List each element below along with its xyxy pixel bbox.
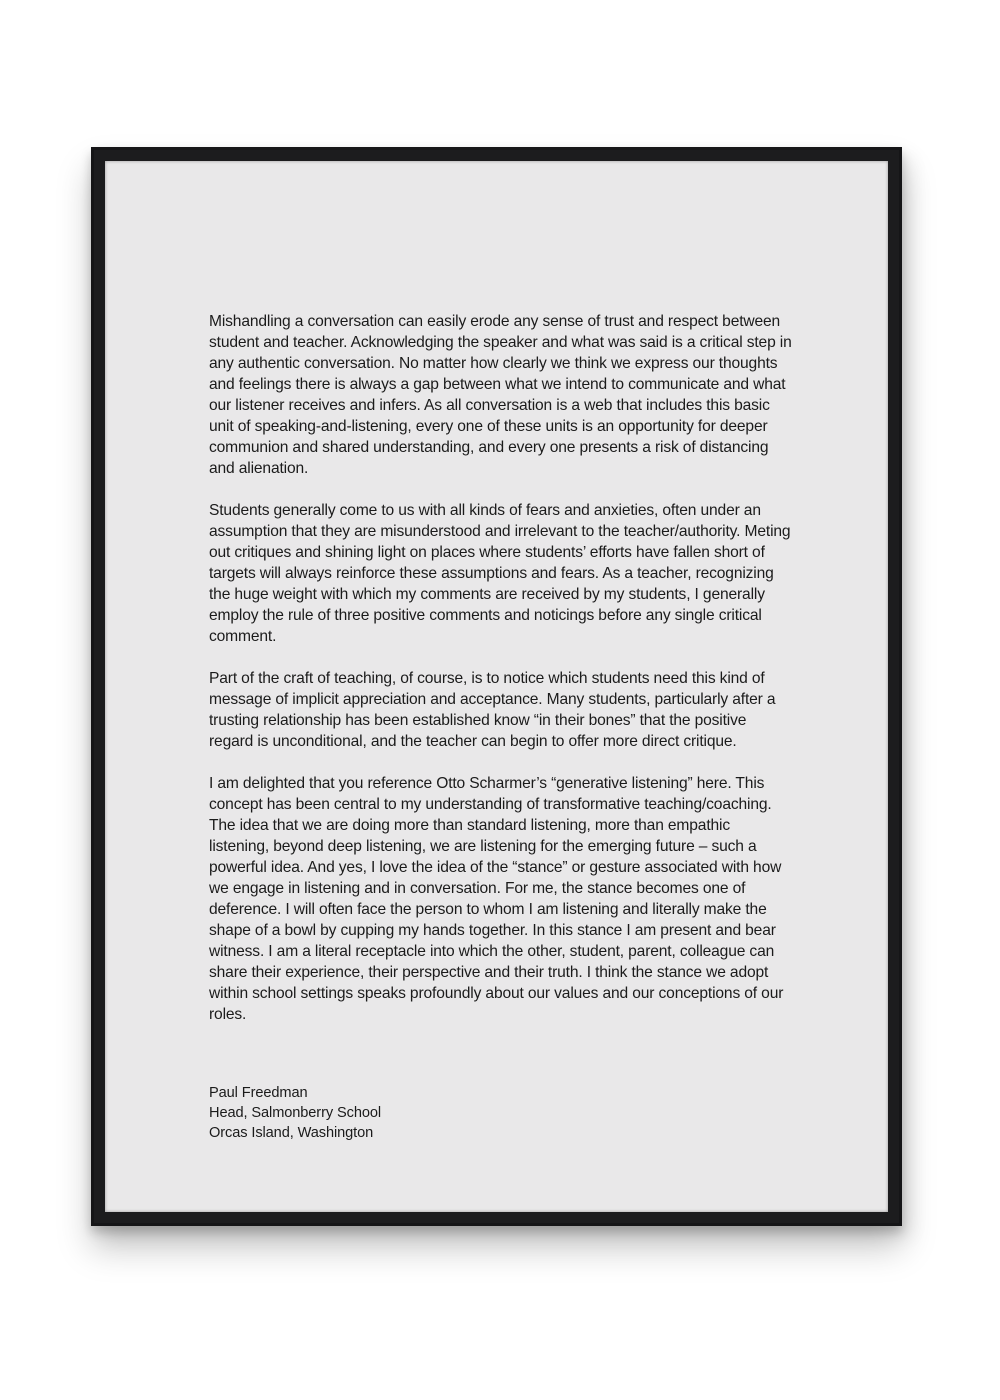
letter-paragraph-2: Students generally come to us with all kinds of fears and anxieties, often under an assumption that they are misunderstood and irrelevant to the teacher/authority. Meting out critiques and shining light on places where students’ efforts have fallen short of targets will always reinforce these assumptions and fears. As a teacher, recognizing the huge weight with which my comments are received by my students, I generally employ the rule of three positive comments and noticings before any single critical comment.: [209, 502, 791, 645]
framed-print: [105, 161, 888, 1212]
signature-block: [209, 1083, 793, 1143]
signature-title: Head, Salmonberry School: [209, 1105, 382, 1121]
letter-paragraph-3: Part of the craft of teaching, of course, is to notice which students need this kind of message of implicit appreciation and acceptance. Many students, particularly after a trusting relationship has been established know “in their bones” that the positive regard is unconditional, and the teacher can begin to offer more direct critique.: [209, 670, 776, 750]
letter-body: [209, 311, 793, 1046]
signature-location: Orcas Island, Washington: [209, 1125, 374, 1141]
picture-frame: [91, 147, 902, 1226]
letter-paragraph-4: I am delighted that you reference Otto Scharmer’s “generative listening” here. This concept has been central to my understanding of transformative teaching/coaching. The idea that we are doing more than standard listening, more than empathic listening, beyond deep listening, we are listening for the emerging future – such a powerful idea. And yes, I love the idea of the “stance” or gesture associated with how we engage in listening and in conversation. For me, the stance becomes one of deference. I will often face the person to whom I am listening and literally make the shape of a bowl by cupping my hands together. In this stance I am present and bear witness. I am a literal receptacle into which the other, student, parent, colleague can share their experience, their perspective and their truth. I think the stance we adopt within school settings speaks profoundly about our values and our conceptions of our roles.: [209, 775, 784, 1023]
letter-paragraph-1: Mishandling a conversation can easily erode any sense of trust and respect between student and teacher. Acknowledging the speaker and what was said is a critical step in any authentic conversation. No matter how clearly we think we express our thoughts and feelings there is always a gap between what we intend to communicate and what our listener receives and infers. As all conversation is a web that includes this basic unit of speaking-and-listening, every one of these units is an opportunity for deeper communion and shared understanding, and every one presents a risk of distancing and alienation.: [209, 313, 792, 477]
signature-name: Paul Freedman: [209, 1085, 308, 1101]
